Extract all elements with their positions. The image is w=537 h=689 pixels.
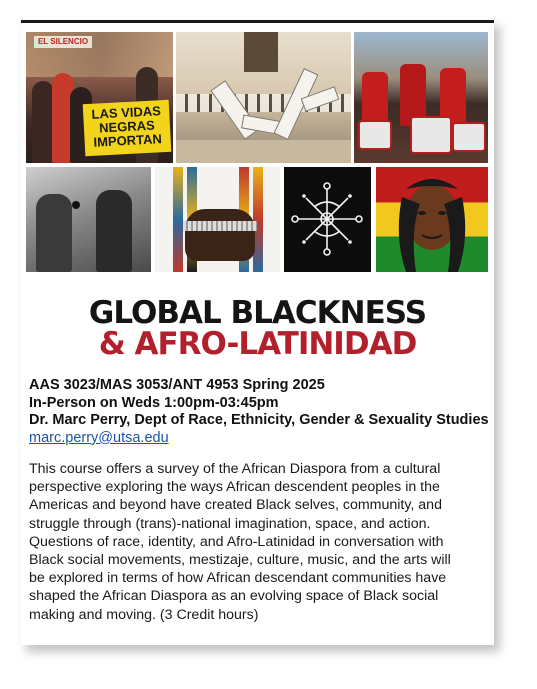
course-flyer (21, 20, 494, 645)
performers-photo (26, 167, 151, 272)
course-codes: AAS 3023/MAS 3053/ANT 4953 Spring 2025 (29, 377, 325, 393)
capoeira-photo (176, 32, 351, 163)
description-line: making and moving. (3 Credit hours) (29, 606, 259, 623)
description-line: be explored in terms of how African descendant communities have (29, 570, 447, 587)
beaded-hands-photo (155, 167, 280, 272)
description-line: Questions of race, identity, and Afro-Latinidad in conversation with (29, 533, 444, 550)
description-line: struggle through (trans)-national imagination, space, and action. (29, 515, 431, 532)
title-line-1: GLOBAL BLACKNESS (88, 295, 427, 331)
title-line-2: & AFRO-LATINIDAD (98, 326, 417, 362)
description-line: Americas and beyond have created Black selves, community, and (29, 497, 442, 514)
course-info (29, 377, 489, 447)
protest-photo (26, 32, 173, 163)
drum-parade-photo (354, 32, 488, 163)
course-description (29, 460, 491, 624)
description-line: shaped the African Diaspora as an evolving space of Black social (29, 588, 439, 605)
protest-mini-sign: EL SILENCIO (34, 36, 92, 48)
description-line: Black social movements, mestizaje, culture, music, and the arts will (29, 552, 451, 569)
protest-sign: LAS VIDAS NEGRAS IMPORTAN (83, 100, 172, 156)
portrait-artwork-photo (376, 167, 488, 272)
description-line: perspective exploring the ways African descendent peoples in the (29, 479, 440, 496)
course-schedule: In-Person on Weds 1:00pm-03:45pm (29, 394, 279, 411)
veve-icon (284, 167, 371, 272)
veve-symbol-photo (284, 167, 371, 272)
description-line: This course offers a survey of the African Diaspora from a cultural (29, 461, 441, 477)
instructor-line: Dr. Marc Perry, Dept of Race, Ethnicity, Gender & Sexuality Studies (29, 412, 489, 429)
instructor-email-link[interactable]: marc.perry@utsa.edu (29, 429, 169, 446)
